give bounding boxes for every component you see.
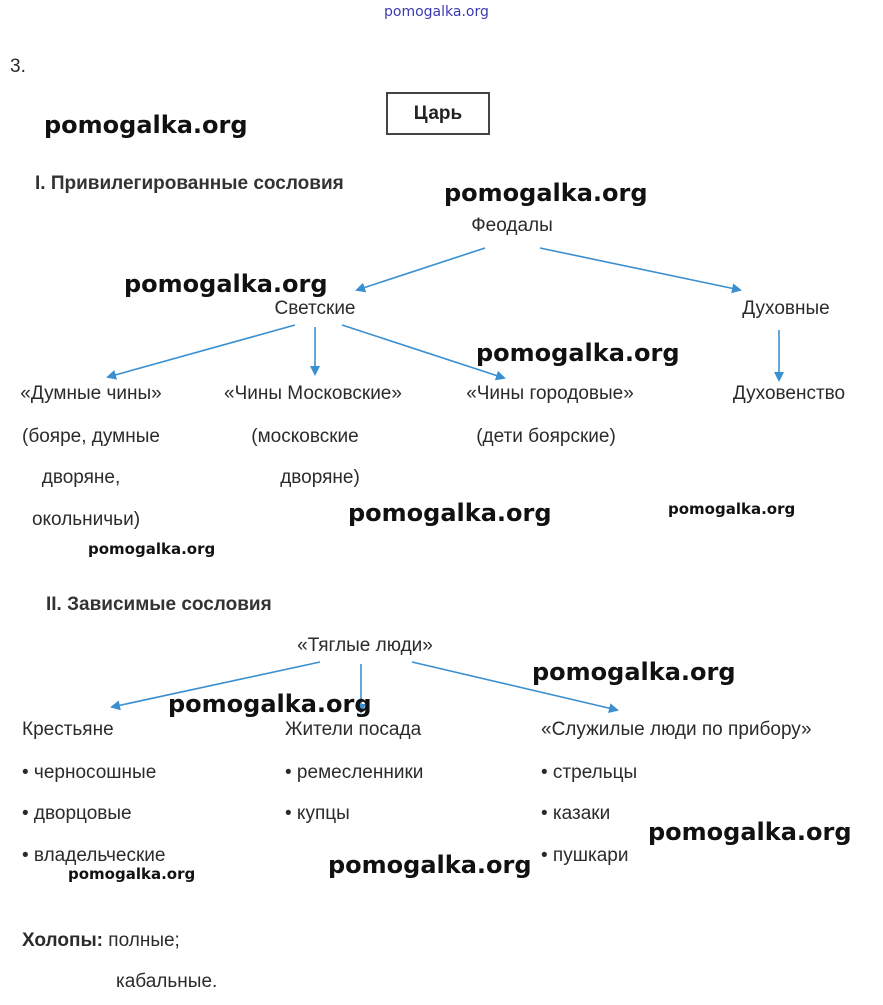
tyaglye-node: «Тяглые люди»: [297, 635, 433, 656]
section1-title: I. Привилегированные сословия: [35, 173, 344, 194]
watermark-8: pomogalka.org: [532, 658, 736, 686]
secular-node: Светские: [274, 298, 356, 319]
peasants-item-1: • черносошные: [22, 762, 157, 783]
watermark-9: pomogalka.org: [168, 690, 372, 718]
arrow-feudal-to-spiritual: [540, 248, 740, 290]
serfs-type-1: полные;: [108, 930, 180, 951]
task-number: 3.: [10, 56, 26, 77]
arrow-secular-to-duma: [108, 325, 295, 377]
townspeople-item-2: • купцы: [285, 803, 350, 824]
watermark-10: pomogalka.org: [648, 818, 852, 846]
moscow-ranks-line2: дворяне): [280, 467, 360, 488]
watermark-1: pomogalka.org: [44, 111, 248, 139]
service-people-item-3: • пушкари: [541, 845, 629, 866]
tsar-box: Царь: [386, 92, 490, 135]
section2-title: II. Зависимые сословия: [46, 594, 272, 615]
serfs-line1: [22, 930, 180, 952]
peasants-item-2: • дворцовые: [22, 803, 132, 824]
watermark-top: pomogalka.org: [384, 4, 489, 20]
duma-ranks-line1: (бояре, думные: [22, 426, 160, 447]
duma-ranks-line2: дворяне,: [41, 467, 121, 488]
watermark-7: pomogalka.org: [88, 540, 216, 558]
arrow-feudal-to-secular: [357, 248, 485, 290]
feudals-node: Феодалы: [471, 215, 553, 236]
townspeople-item-1: • ремесленники: [285, 762, 424, 783]
watermark-4: pomogalka.org: [476, 339, 680, 367]
city-ranks-line1: (дети боярские): [476, 426, 616, 447]
watermark-2: pomogalka.org: [444, 179, 648, 207]
service-people-item-1: • стрельцы: [541, 762, 638, 783]
spiritual-node: Духовные: [742, 298, 830, 319]
moscow-ranks-title: «Чины Московские»: [224, 383, 402, 404]
peasants-item-3: • владельческие: [22, 845, 166, 866]
townspeople-title: Жители посада: [285, 719, 422, 740]
watermark-5: pomogalka.org: [348, 499, 552, 527]
watermark-6: pomogalka.org: [668, 500, 796, 518]
service-people-title: «Служилые люди по прибору»: [541, 719, 812, 740]
clergy-node: Духовенство: [732, 383, 846, 404]
serfs-type-2: кабальные.: [116, 971, 218, 992]
peasants-title: Крестьяне: [22, 719, 114, 740]
watermark-12: pomogalka.org: [68, 865, 196, 883]
service-people-item-2: • казаки: [541, 803, 611, 824]
city-ranks-title: «Чины городовые»: [466, 383, 634, 404]
moscow-ranks-line1: (московские: [251, 426, 359, 447]
watermark-11: pomogalka.org: [328, 851, 532, 879]
watermark-3: pomogalka.org: [124, 270, 328, 298]
duma-ranks-line3: окольничьи): [31, 509, 141, 530]
duma-ranks-title: «Думные чины»: [20, 383, 162, 404]
serfs-label: Холопы:: [22, 930, 104, 951]
